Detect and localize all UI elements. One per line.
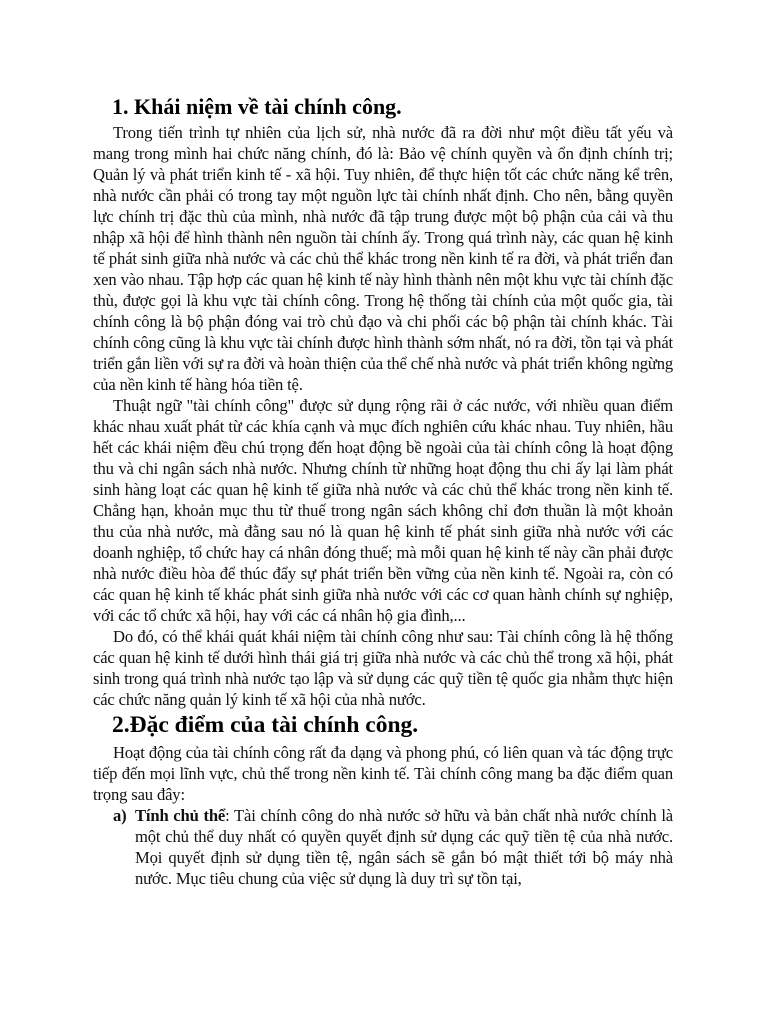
list-text: : Tài chính công do nhà nước sở hữu và bản chất nhà nước chính là một chủ thể duy nhất có quyền quyết định sử dụng các quỹ tiền tệ của nhà nước. Mọi quyết định sử dụng tiền tệ, ngân sách sẽ gắn bó mật thiết tới bộ máy nhà nước. Mục tiêu chung của việc sử dụng là duy trì sự tồn tại, — [135, 806, 673, 889]
section-1-paragraph-3: Do đó, có thể khái quát khái niệm tài chính công như sau: Tài chính công là hệ thống các quan hệ kinh tế dưới hình thái giá trị giữa nhà nước và các chủ thể trong xã hội, phát sinh trong quá trình nhà nước tạo lập và sử dụng các quỹ tiền tệ quốc gia nhằm thực hiện các chức năng quản lý kinh tế xã hội của nhà nước. — [93, 627, 673, 710]
section-1-paragraph-1: Trong tiến trình tự nhiên của lịch sử, nhà nước đã ra đời như một điều tất yếu và mang trong mình hai chức năng chính, đó là: Bảo vệ chính quyền và ổn định chính trị; Quản lý và phát triển kinh tế - xã hội. Tuy nhiên, để thực hiện tốt các chức năng kể trên, nhà nước cần phải có trong tay một nguồn lực tài chính nhất định. Cho nên, bằng quyền lực chính trị đặc thù của mình, nhà nước đã tập trung được một bộ phận của cải và thu nhập xã hội để hình thành nên nguồn tài chính ấy. Trong quá trình này, các quan hệ kinh tế phát sinh giữa nhà nước và các chủ thể khác trong nền kinh tế ra đời, và phát triển đan xen vào nhau. Tập hợp các quan hệ kinh tế này hình thành nên một khu vực tài chính đặc thù, được gọi là khu vực tài chính công. Trong hệ thống tài chính của một quốc gia, tài chính công là bộ phận đóng vai trò chủ đạo và chi phối các bộ phận tài chính khác. Tài chính công cũng là khu vực tài chính được hình thành sớm nhất, nó ra đời, tồn tại và phát triển gắn liền với sự ra đời và hoàn thiện của thể chế nhà nước và phát triển không ngừng của nền kinh tế hàng hóa tiền tệ. — [93, 123, 673, 395]
section-heading-2: 2.Đặc điểm của tài chính công. — [112, 712, 419, 739]
list-marker: a) — [113, 806, 127, 826]
document-body — [93, 94, 673, 889]
section-2-paragraph-1: Hoạt động của tài chính công rất đa dạng và phong phú, có liên quan và tác động trực tiếp đến mọi lĩnh vực, chủ thể trong nền kinh tế. Tài chính công mang ba đặc điểm quan trọng sau đây: — [93, 743, 673, 805]
list-item-a — [93, 805, 673, 889]
list-term: Tính chủ thể — [135, 806, 226, 826]
section-heading-1: 1. Khái niệm về tài chính công. — [112, 94, 402, 119]
section-1-paragraph-2: Thuật ngữ "tài chính công" được sử dụng rộng rãi ở các nước, với nhiều quan điểm khác nhau xuất phát từ các khía cạnh và mục đích nghiên cứu khác nhau. Tuy nhiên, hầu hết các khái niệm đều chú trọng đến hoạt động bề ngoài của tài chính công là hoạt động thu và chi ngân sách nhà nước. Nhưng chính từ những hoạt động thu chi ấy lại làm phát sinh hàng loạt các quan hệ kinh tế giữa nhà nước và các chủ thể khác trong nền kinh tế. Chẳng hạn, khoản mục thu từ thuế trong ngân sách không chỉ đơn thuần là một khoản thu của nhà nước, mà đằng sau nó là quan hệ kinh tế phát sinh giữa nhà nước với các doanh nghiệp, tổ chức hay cá nhân đóng thuế; mà mỗi quan hệ kinh tế này cần phải được nhà nước điều hòa để thúc đẩy sự phát triển bền vững của nền kinh tế. Ngoài ra, còn có các quan hệ kinh tế khác phát sinh giữa nhà nước với các cơ quan hành chính sự nghiệp, với các tổ chức xã hội, hay với các cá nhân hộ gia đình,... — [93, 396, 673, 626]
